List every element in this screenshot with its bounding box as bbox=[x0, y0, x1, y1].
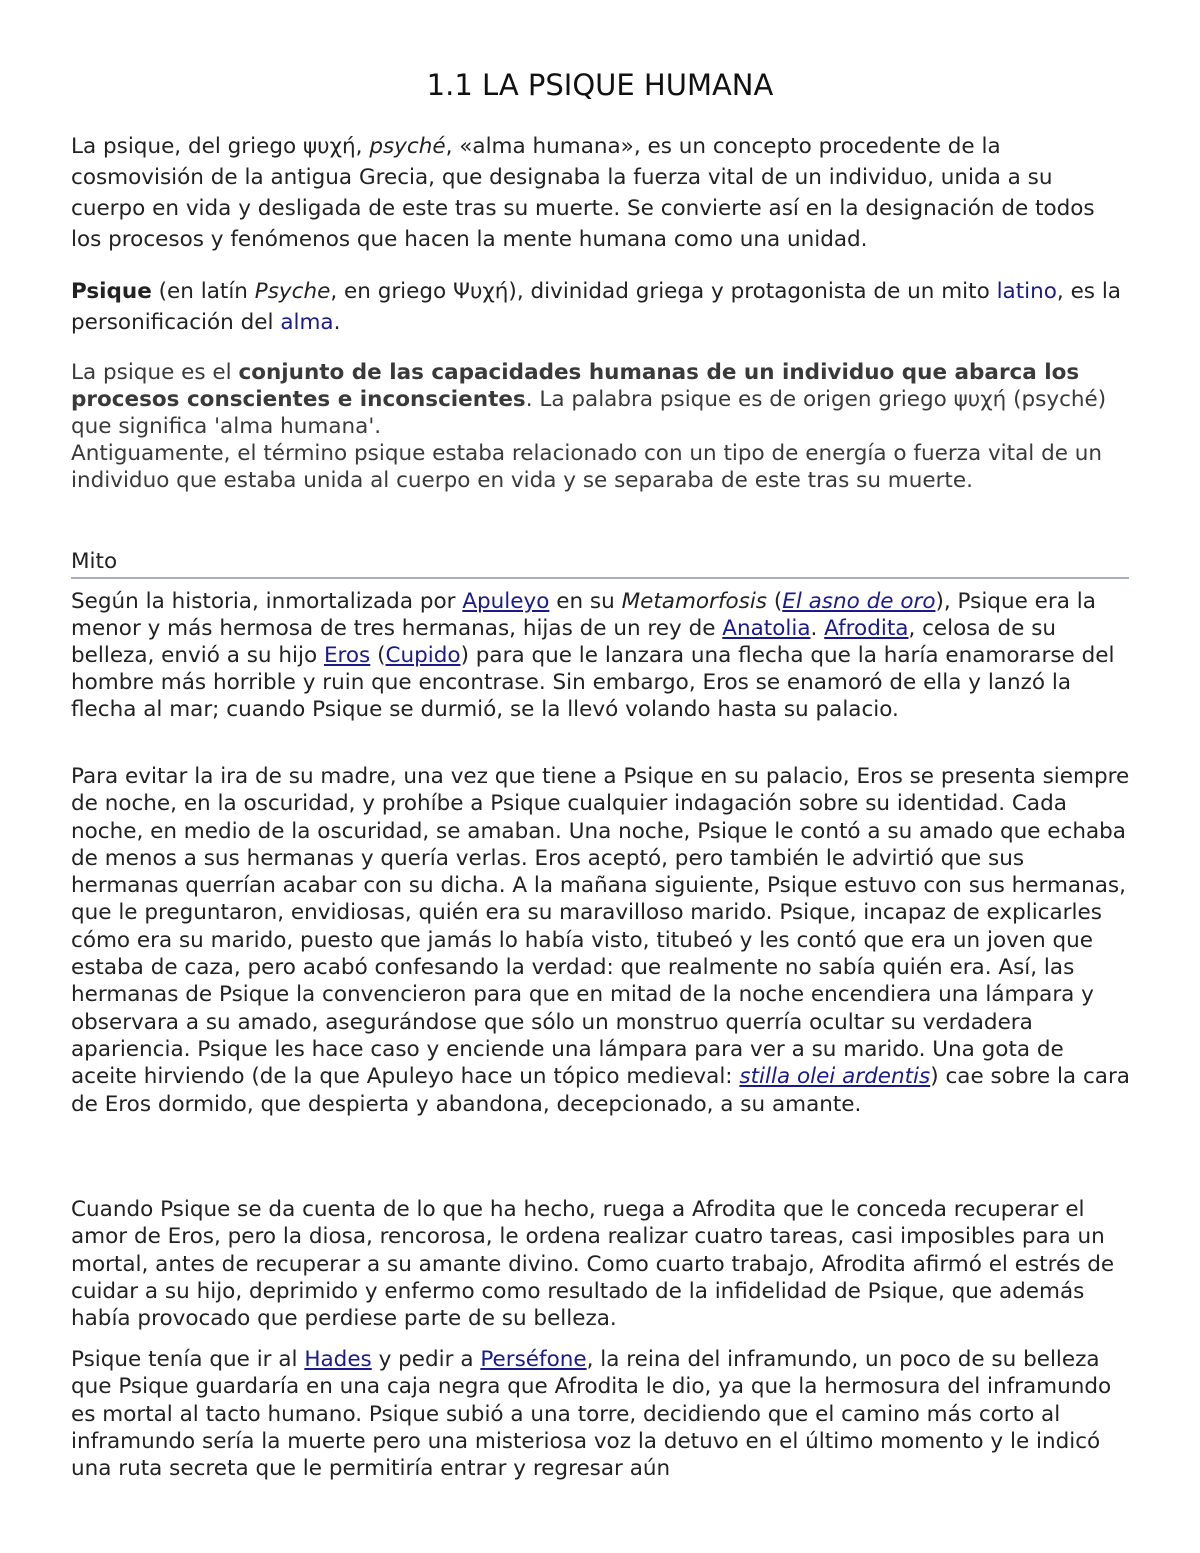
concept-line-2: Antiguamente, el término psique estaba relacionado con un tipo de energía o fuerza vital de un individuo que estaba unida al cuerpo en vida y se separaba de este tras su muerte. bbox=[71, 441, 1103, 493]
myth2-text-1: Para evitar la ira de su madre, una vez que tiene a Psique en su palacio, Eros se presenta siempre de noche, en la oscuridad, y prohíbe a Psique cualquier indagación sobre su identidad. Cada noche, en medio de la oscuridad, se amaban. Una noche, Psique le contó a su amado que echaba de menos a sus hermanas y quería verlas. Eros aceptó, pero también le advirtió que sus hermanas querrían acabar con su dicha. A la mañana siguiente, Psique estuvo con sus hermanas, que le preguntaron, envidiosas, quién era su maravilloso marido. Psique, incapaz de explicarles cómo era su marido, puesto que jamás lo había visto, titubeó y les contó que era un joven que estaba de caza, pero acabó confesando la verdad: que realmente no sabía quién era. Así, las hermanas de Psique la convencieron para que en mitad de la noche encendiera una lámpara y observara a su amado, asegurándose que sólo un monstruo querría ocultar su verdadera apariencia. Psique les hace caso y enciende una lámpara para ver a su marido. Una gota de aceite hirviendo (de la que Apuleyo hace un tópico medieval: bbox=[71, 764, 1130, 1090]
concept-text-1: La psique es el bbox=[71, 360, 239, 385]
link-apuleyo[interactable]: Apuleyo bbox=[462, 589, 550, 614]
myth2-text-2: ) cae sobre la cara de Eros dormido, que despierta y abandona, decepcionado, a su amante. bbox=[71, 1064, 1130, 1117]
myth1-text-7: ( bbox=[370, 643, 386, 668]
myth1-text-2: en su bbox=[549, 589, 622, 614]
myth-paragraph-3: Cuando Psique se da cuenta de lo que ha hecho, ruega a Afrodita que le conceda recuperar el amor de Eros, pero la diosa, rencorosa, le ordena realizar cuatro tareas, casi imposibles para un mortal, antes de recuperar a su amante divino. Como cuarto trabajo, Afrodita afirmó el estrés de cuidar a su hijo, deprimido y enfermo como resultado de la infidelidad de Psique, que además había provocado que perdiese parte de su belleza. bbox=[71, 1197, 1115, 1332]
myth1-italic-metamorfosis: Metamorfosis bbox=[621, 589, 767, 614]
psique-bold-term: Psique bbox=[71, 279, 152, 304]
link-cupido[interactable]: Cupido bbox=[385, 643, 461, 668]
psique-text-1: (en latín bbox=[151, 279, 255, 304]
myth4-text-3: , la reina del inframundo, un poco de su belleza que Psique guardaría en una caja negra que Afrodita le dio, ya que la hermosura del inframundo es mortal al tacto humano. Psique subió a una torre, decidiendo que el camino más corto al inframundo sería la muerte pero una misteriosa voz la detuvo en el último momento y le indicó una ruta secreta que le permitiría entrar y regresar aún bbox=[71, 1347, 1112, 1482]
myth1-text-6: , celosa de su belleza, envió a su hijo bbox=[71, 616, 1057, 668]
link-latino[interactable]: latino bbox=[996, 279, 1057, 304]
myth4-text-2: y pedir a bbox=[371, 1347, 481, 1372]
myth-paragraph-1 bbox=[71, 588, 1131, 723]
link-eros[interactable]: Eros bbox=[323, 643, 371, 668]
concept-text-2: . La palabra psique es de origen griego ψυχή (psyché) que significa 'alma humana'. bbox=[71, 387, 1107, 439]
myth-paragraph-4 bbox=[71, 1346, 1131, 1482]
psique-italic-latin: Psyche bbox=[254, 279, 331, 304]
myth1-text-4: ), Psique era la menor y más hermosa de tres hermanas, hijas de un rey de bbox=[71, 589, 1096, 641]
link-stilla-olei-ardentis[interactable]: stilla olei ardentis bbox=[739, 1064, 931, 1090]
intro-text-1: La psique, del griego ψυχή, bbox=[71, 134, 370, 159]
myth-paragraph-2 bbox=[71, 763, 1131, 1118]
psique-text-4: . bbox=[333, 310, 341, 335]
intro-paragraph bbox=[71, 131, 1131, 255]
link-afrodita[interactable]: Afrodita bbox=[824, 616, 909, 641]
page-title: 1.1 LA PSIQUE HUMANA bbox=[426, 68, 774, 102]
concept-bold-definition: conjunto de las capacidades humanas de un individuo que abarca los procesos conscientes e inconscientes bbox=[71, 360, 1080, 412]
psique-text-2: , en griego Ψυχή), divinidad griega y protagonista de un mito bbox=[330, 279, 997, 304]
link-alma[interactable]: alma bbox=[280, 310, 334, 335]
intro-text-2: , «alma humana», es un concepto procedente de la cosmovisión de la antigua Grecia, que designaba la fuerza vital de un individuo, unida a su cuerpo en vida y desligada de este tras su muerte. Se convierte así en la designación de todos los procesos y fenómenos que hacen la mente humana como una unidad. bbox=[71, 134, 1095, 252]
psique-definition-paragraph bbox=[71, 276, 1131, 338]
intro-italic-psyche: psyché bbox=[369, 134, 446, 159]
myth4-text-1: Psique tenía que ir al bbox=[71, 1347, 305, 1372]
link-persefone[interactable]: Perséfone bbox=[480, 1347, 587, 1372]
link-hades[interactable]: Hades bbox=[304, 1347, 372, 1372]
myth1-text-1: Según la historia, inmortalizada por bbox=[71, 589, 463, 614]
myth1-text-3: ( bbox=[767, 589, 783, 614]
concept-paragraph bbox=[71, 359, 1131, 494]
link-anatolia[interactable]: Anatolia bbox=[722, 616, 811, 641]
myth1-text-8: ) para que le lanzara una flecha que la haría enamorarse del hombre más horrible y ruin que encontrase. Sin embargo, Eros se enamoró de ella y lanzó la flecha al mar; cuando Psique se durmió, se la llevó volando hasta su palacio. bbox=[71, 643, 1115, 722]
link-el-asno-de-oro[interactable]: El asno de oro bbox=[782, 589, 936, 614]
concept-line-1 bbox=[71, 359, 1131, 440]
section-heading-mito: Mito bbox=[71, 548, 1129, 579]
myth1-text-5: . bbox=[810, 616, 825, 641]
psique-text-3: , es la personificación del bbox=[71, 279, 1121, 335]
